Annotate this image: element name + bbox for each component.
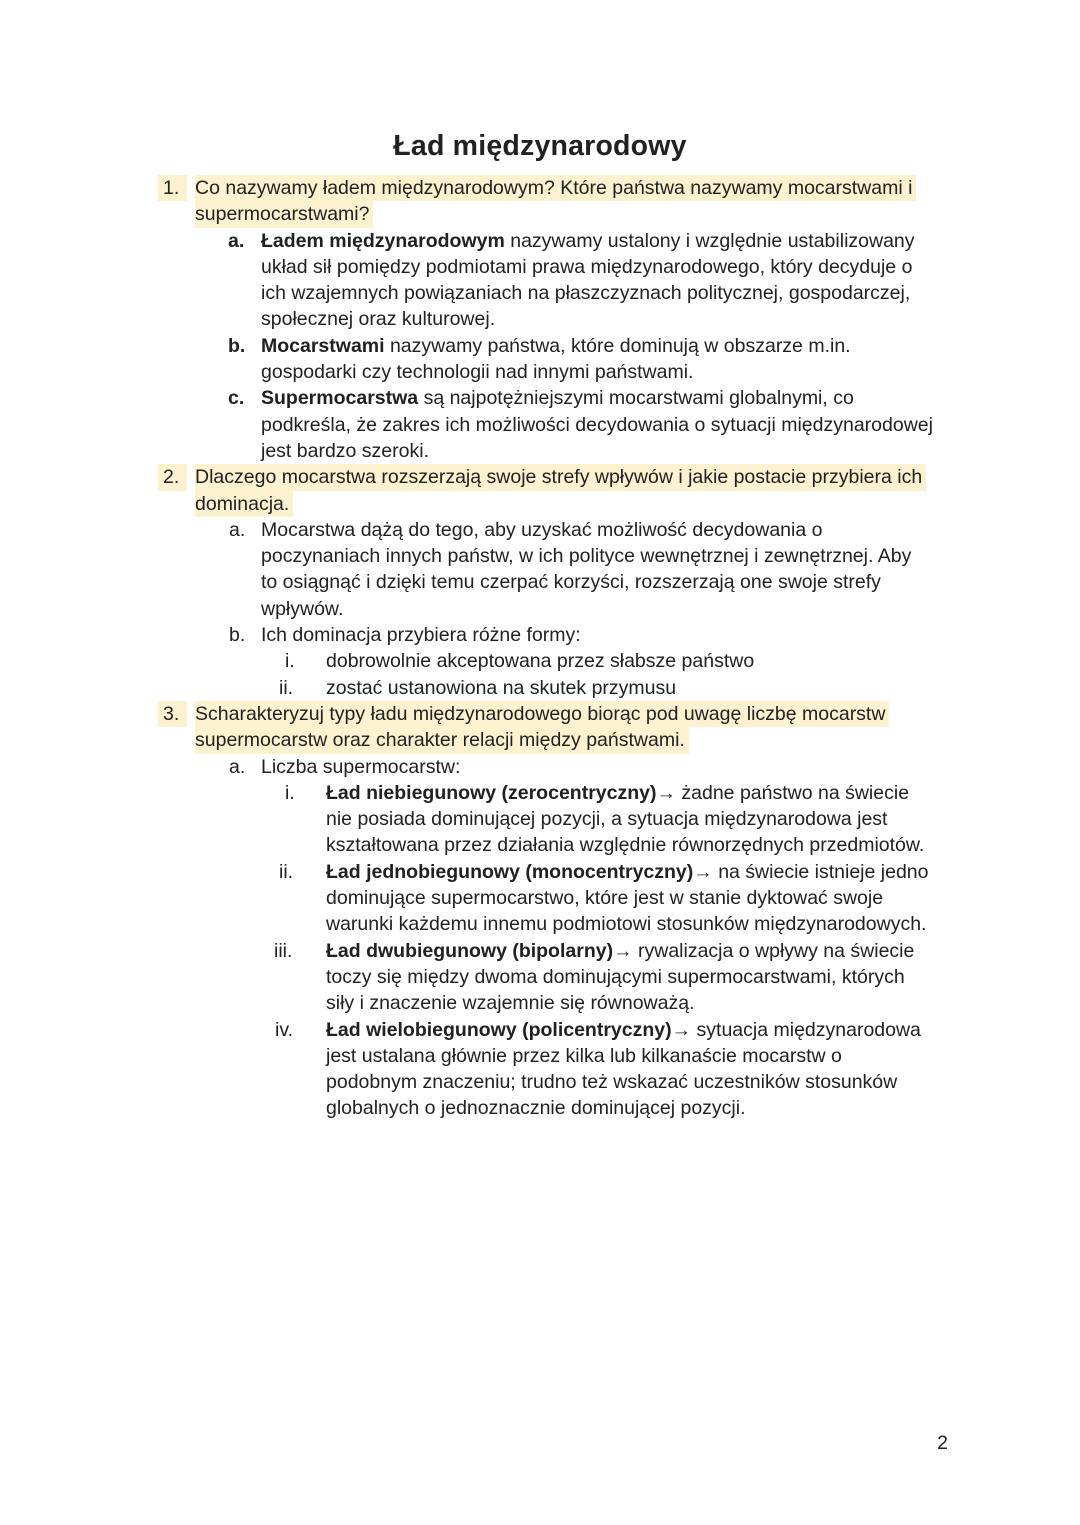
list-marker: c. <box>228 387 245 410</box>
list-marker: i. <box>285 781 295 804</box>
question-1 <box>0 175 1080 201</box>
answer-2b <box>0 622 1080 648</box>
answer-2b-i <box>0 648 1080 674</box>
answer-text: gospodarki czy technologii nad innymi państwami. <box>261 361 694 384</box>
answer-text: jest ustalana głównie przez kilka lub kilkanaście mocarstw o <box>326 1044 842 1067</box>
answer-text: jest bardzo szeroki. <box>261 439 429 462</box>
answer-text: nazywamy ustalony i względnie ustabilizowany <box>504 229 915 252</box>
answer-text: Mocarstwa dążą do tego, aby uzyskać możliwość decydowania o <box>261 518 823 541</box>
question-3 <box>0 701 1080 727</box>
question-number: 1. <box>158 175 187 201</box>
question-text: Scharakteryzuj typy ładu międzynarodowego biorąc pod uwagę liczbę mocarstw <box>195 701 889 727</box>
answer-1c <box>0 385 1080 411</box>
answer-text: wpływów. <box>261 597 344 620</box>
answer-text: warunki każdemu innemu podmiotowi stosunków międzynarodowych. <box>326 913 927 936</box>
answer-text: to osiągnąć i dzięki temu czerpać korzyści, rozszerzają one swoje strefy <box>261 571 881 594</box>
term: Supermocarstwa <box>261 387 419 410</box>
answer-text: społecznej oraz kulturowej. <box>261 308 496 331</box>
answer-text: → sytuacja międzynarodowa <box>671 1018 921 1041</box>
list-marker: ii. <box>279 860 294 883</box>
list-marker: i. <box>285 650 295 673</box>
question-text: supermocarstwami? <box>195 201 373 227</box>
document-body <box>0 175 1080 1122</box>
answer-text: podkreśla, że zakres ich możliwości decydowania o sytuacji międzynarodowej <box>261 413 933 436</box>
answer-3a <box>0 754 1080 780</box>
answer-3a-iv <box>0 1017 1080 1043</box>
answer-text: są najpotężniejszymi mocarstwami globalnymi, co <box>418 387 854 410</box>
answer-2b-ii <box>0 675 1080 701</box>
list-marker: a. <box>229 518 246 541</box>
question-text: Co nazywamy ładem międzynarodowym? Które państwa nazywamy mocarstwami i <box>195 175 916 201</box>
term: Ładem międzynarodowym <box>261 229 505 252</box>
question-text: dominacja. <box>195 491 293 517</box>
answer-text: globalnych o jednoznacznie dominującej pozycji. <box>326 1097 746 1120</box>
list-marker: a. <box>229 755 246 778</box>
answer-text: siły i znaczenie wzajemnie się równoważą. <box>326 992 695 1015</box>
answer-text: nazywamy państwa, które dominują w obszarze m.in. <box>384 334 851 357</box>
answer-text: → żadne państwo na świecie <box>656 781 910 804</box>
list-marker: iv. <box>275 1018 294 1041</box>
question-number: 3. <box>158 701 187 727</box>
term: Ład jednobiegunowy (monocentryczny) <box>326 860 694 883</box>
term: Ład dwubiegunowy (bipolarny) <box>326 939 614 962</box>
answer-1b <box>0 333 1080 359</box>
answer-text: Ich dominacja przybiera różne formy: <box>261 624 581 647</box>
answer-3a-i <box>0 780 1080 806</box>
list-marker: b. <box>228 334 246 357</box>
question-text: Dlaczego mocarstwa rozszerzają swoje strefy wpływów i jakie postacie przybiera ich <box>195 464 926 490</box>
answer-text: → na świecie istnieje jedno <box>693 860 929 883</box>
answer-3a-iii <box>0 938 1080 964</box>
answer-text: nie posiada dominującej pozycji, a sytuacja międzynarodowa jest <box>326 808 888 831</box>
list-marker: b. <box>229 624 246 647</box>
answer-text: dominujące supermocarstwo, które jest w stanie dyktować swoje <box>326 887 884 910</box>
page-title: Ład międzynarodowy <box>393 130 687 162</box>
list-marker: a. <box>228 229 245 252</box>
question-number: 2. <box>158 464 187 490</box>
answer-text: poczynaniach innych państw, w ich polityce wewnętrznej i zewnętrznej. Aby <box>261 545 912 568</box>
answer-text: podobnym znaczeniu; trudno też wskazać uczestników stosunków <box>326 1071 898 1094</box>
answer-text: toczy się między dwoma dominującymi supermocarstwami, których <box>326 965 905 988</box>
answer-text: zostać ustanowiona na skutek przymusu <box>326 676 677 699</box>
term: Mocarstwami <box>261 334 385 357</box>
question-text: supermocarstw oraz charakter relacji między państwami. <box>195 727 689 753</box>
answer-text: kształtowana przez działania względnie równorzędnych przedmiotów. <box>326 834 925 857</box>
answer-text: układ sił pomiędzy podmiotami prawa międzynarodowego, który decyduje o <box>261 255 913 278</box>
answer-text: → rywalizacja o wpływy na świecie <box>613 939 915 962</box>
answer-3a-ii <box>0 859 1080 885</box>
answer-text: ich wzajemnych powiązaniach na płaszczyznach politycznej, gospodarczej, <box>261 282 911 305</box>
term: Ład wielobiegunowy (policentryczny) <box>326 1018 672 1041</box>
list-marker: ii. <box>279 676 294 699</box>
term: Ład niebiegunowy (zerocentryczny) <box>326 781 657 804</box>
list-marker: iii. <box>274 939 293 962</box>
answer-text: dobrowolnie akceptowana przez słabsze państwo <box>326 650 755 673</box>
page-number: 2 <box>937 1432 948 1454</box>
answer-2a <box>0 517 1080 543</box>
question-2 <box>0 464 1080 490</box>
answer-1a <box>0 228 1080 254</box>
answer-text: Liczba supermocarstw: <box>261 755 461 778</box>
